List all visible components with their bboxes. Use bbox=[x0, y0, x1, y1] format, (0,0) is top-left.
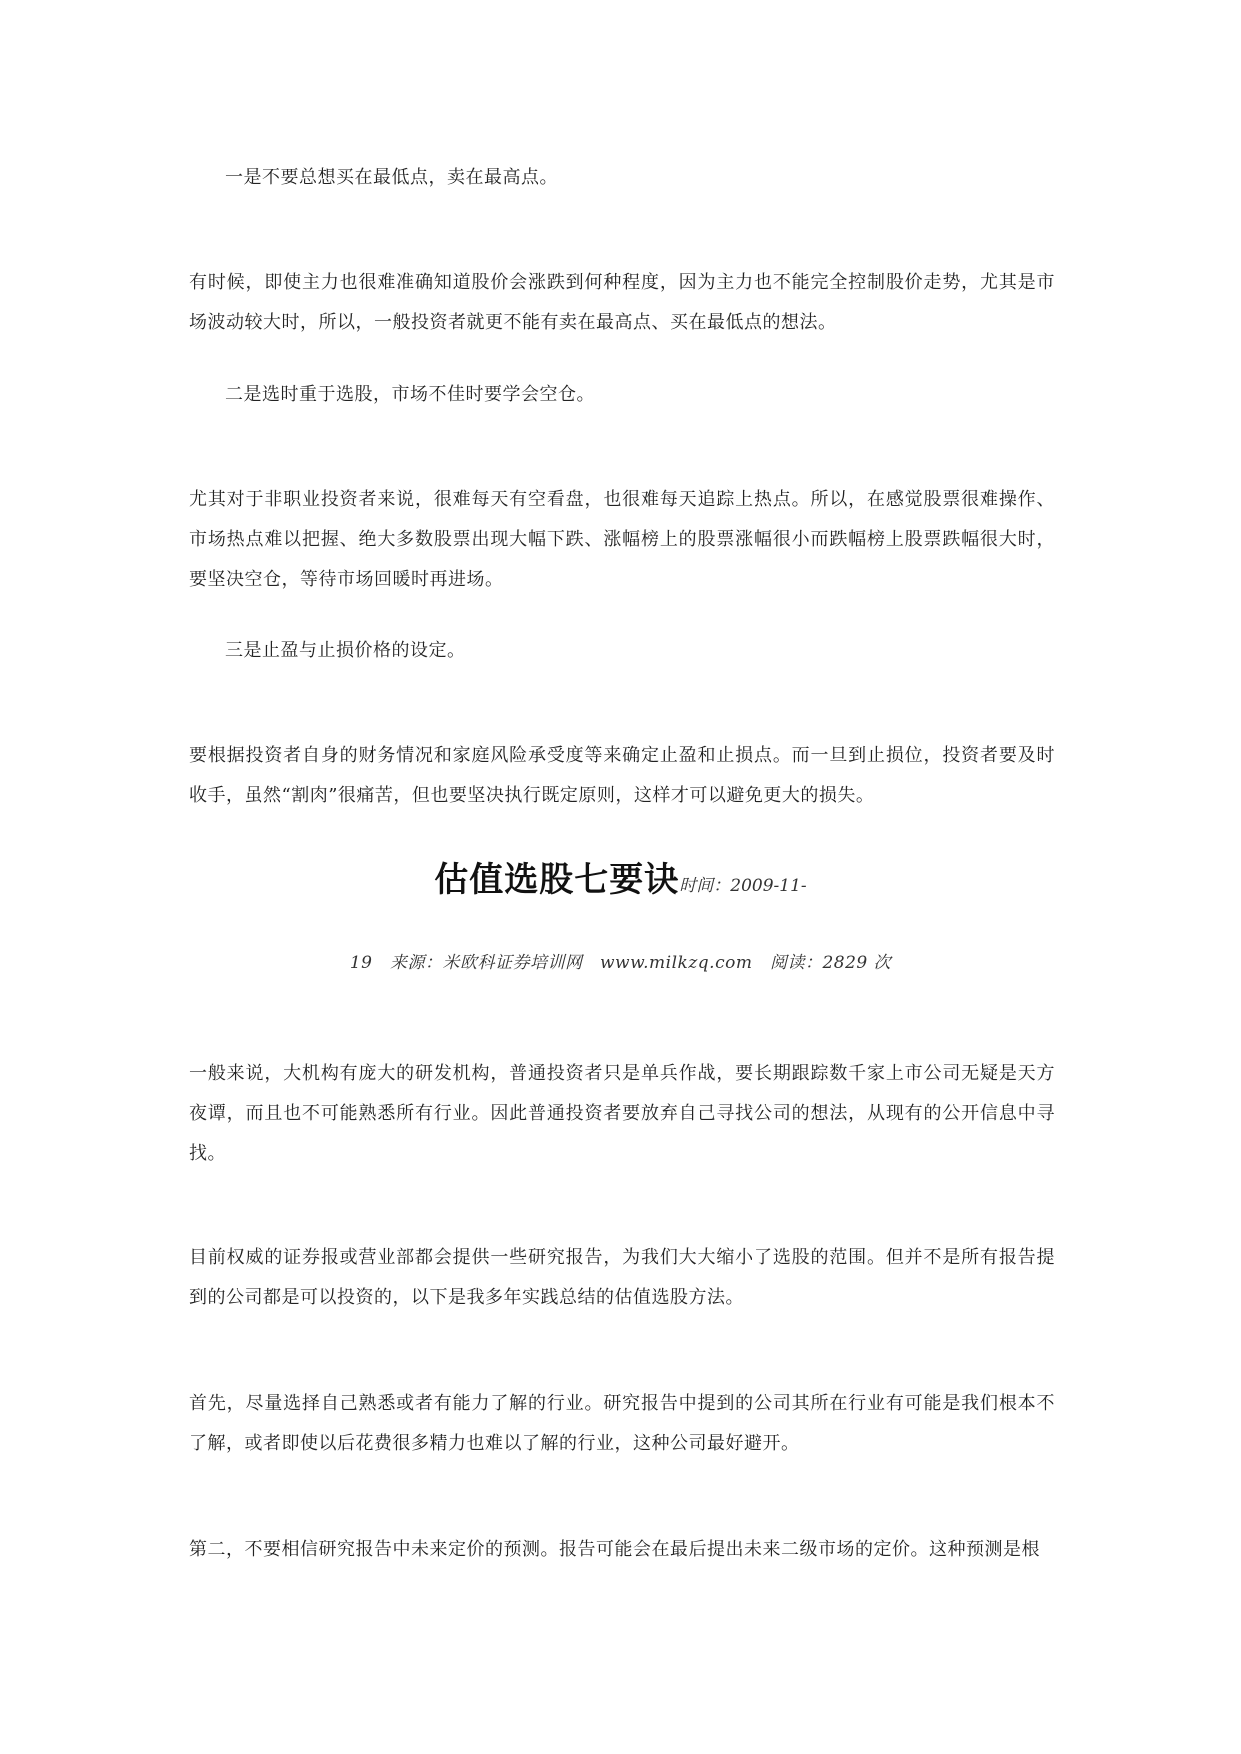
paragraph-point-one: 一是不要总想买在最低点，卖在最高点。 bbox=[225, 167, 558, 188]
article-title-line bbox=[0, 852, 1241, 908]
paragraph-point-one-detail: 有时候，即使主力也很难准确知道股价会涨跌到何种程度，因为主力也不能完全控制股价走势，尤其是市场波动较大时，所以，一般投资者就更不能有卖在最高点、买在最低点的想法。 bbox=[189, 272, 1055, 333]
paragraph-point-two-detail: 尤其对于非职业投资者来说，很难每天有空看盘，也很难每天追踪上热点。所以，在感觉股票很难操作、市场热点难以把握、绝大多数股票出现大幅下跌、涨幅榜上的股票涨幅很小而跌幅榜上股票跌幅很大时，要坚决空仓，等待市场回暖时再进场。 bbox=[189, 489, 1055, 590]
article-title: 估值选股七要诀 bbox=[434, 860, 680, 900]
article-date-fragment: 时间：2009-11- bbox=[679, 876, 807, 896]
article-meta: 19 来源：米欧科证券培训网 www.milkzq.com 阅读：2829 次 bbox=[349, 953, 892, 973]
article-paragraph-second: 第二，不要相信研究报告中未来定价的预测。报告可能会在最后提出未来二级市场的定价。这种预测是根 bbox=[189, 1539, 1040, 1560]
article-paragraph-intro: 一般来说，大机构有庞大的研发机构，普通投资者只是单兵作战，要长期跟踪数千家上市公司无疑是天方夜谭，而且也不可能熟悉所有行业。因此普通投资者要放弃自己寻找公司的想法，从现有的公开信息中寻找。 bbox=[189, 1063, 1055, 1164]
paragraph-point-two: 二是选时重于选股，市场不佳时要学会空仓。 bbox=[225, 384, 595, 405]
article-paragraph-first: 首先，尽量选择自己熟悉或者有能力了解的行业。研究报告中提到的公司其所在行业有可能是我们根本不了解，或者即使以后花费很多精力也难以了解的行业，这种公司最好避开。 bbox=[189, 1393, 1055, 1454]
paragraph-point-three: 三是止盈与止损价格的设定。 bbox=[225, 640, 466, 661]
article-paragraph-reports: 目前权威的证券报或营业部都会提供一些研究报告，为我们大大缩小了选股的范围。但并不是所有报告提到的公司都是可以投资的，以下是我多年实践总结的估值选股方法。 bbox=[189, 1247, 1055, 1308]
paragraph-point-three-detail: 要根据投资者自身的财务情况和家庭风险承受度等来确定止盈和止损点。而一旦到止损位，投资者要及时收手，虽然“割肉”很痛苦，但也要坚决执行既定原则，这样才可以避免更大的损失。 bbox=[189, 745, 1055, 806]
